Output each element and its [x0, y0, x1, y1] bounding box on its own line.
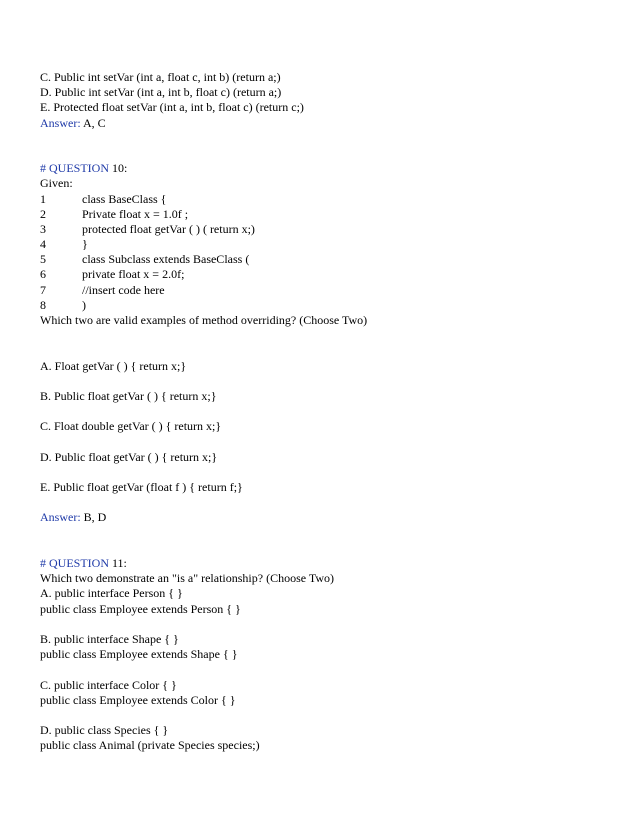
code-line [40, 237, 600, 252]
option-b-line-1: B. public interface Shape { } [40, 631, 179, 646]
answer-label: Answer: [40, 115, 81, 130]
option-e: E. Public float getVar (float f ) { return f;} [40, 480, 243, 495]
code-line [40, 267, 600, 282]
option-c-line-1: C. public interface Color { } [40, 677, 177, 692]
answer-value: A, C [80, 115, 106, 130]
code-line-number: 6 [40, 267, 46, 282]
option-a-line-2: public class Employee extends Person { } [40, 601, 241, 616]
code-line [40, 298, 600, 313]
question-11-heading [40, 556, 600, 571]
document-page [40, 70, 600, 753]
code-line [40, 192, 600, 207]
option-b-line-2: public class Employee extends Shape { } [40, 647, 238, 662]
code-line-text: private float x = 2.0f; [82, 267, 185, 282]
option-d-line-1: D. public class Species { } [40, 723, 169, 738]
question-heading-number: 10: [109, 161, 128, 176]
option-c: C. Public int setVar (int a, float c, int b) (return a;) [40, 70, 281, 84]
code-line-number: 8 [40, 297, 46, 312]
option-c-line-2: public class Employee extends Color { } [40, 692, 236, 707]
code-line-text: ) [82, 297, 86, 312]
question-heading-prefix: # QUESTION [40, 556, 109, 571]
code-line [40, 222, 600, 237]
question-10-heading [40, 161, 600, 176]
code-line-text: //insert code here [82, 282, 165, 297]
answer-value: B, D [80, 510, 107, 525]
code-line-text: class Subclass extends BaseClass ( [82, 252, 250, 267]
code-line-number: 4 [40, 237, 46, 252]
option-d: D. Public float getVar ( ) { return x;} [40, 449, 218, 464]
code-line [40, 283, 600, 298]
code-line-number: 3 [40, 221, 46, 236]
code-line [40, 207, 600, 222]
given-label: Given: [40, 176, 73, 191]
code-line-text: } [82, 237, 88, 252]
question-heading-number: 11: [109, 556, 127, 571]
option-a: A. Float getVar ( ) { return x;} [40, 358, 187, 373]
code-line-text: protected float getVar ( ) ( return x;) [82, 221, 255, 236]
answer-line [40, 510, 600, 525]
code-line-number: 5 [40, 252, 46, 267]
answer-label: Answer: [40, 510, 81, 525]
question-heading-prefix: # QUESTION [40, 161, 109, 176]
code-line [40, 252, 600, 267]
code-line-text: class BaseClass { [82, 191, 167, 206]
option-d: D. Public int setVar (int a, int b, float c) (return a;) [40, 85, 282, 100]
option-a-line-1: A. public interface Person { } [40, 586, 183, 601]
code-line-number: 2 [40, 206, 46, 221]
option-c: C. Float double getVar ( ) { return x;} [40, 419, 222, 434]
option-b: B. Public float getVar ( ) { return x;} [40, 388, 217, 403]
code-line-number: 1 [40, 191, 46, 206]
answer-line [40, 116, 600, 131]
code-line-text: Private float x = 1.0f ; [82, 206, 189, 221]
question-prompt: Which two demonstrate an "is a" relationship? (Choose Two) [40, 571, 334, 586]
option-e: E. Protected float setVar (int a, int b, float c) (return c;) [40, 100, 304, 115]
code-line-number: 7 [40, 282, 46, 297]
question-prompt: Which two are valid examples of method overriding? (Choose Two) [40, 313, 368, 328]
option-d-line-2: public class Animal (private Species species;) [40, 738, 260, 753]
